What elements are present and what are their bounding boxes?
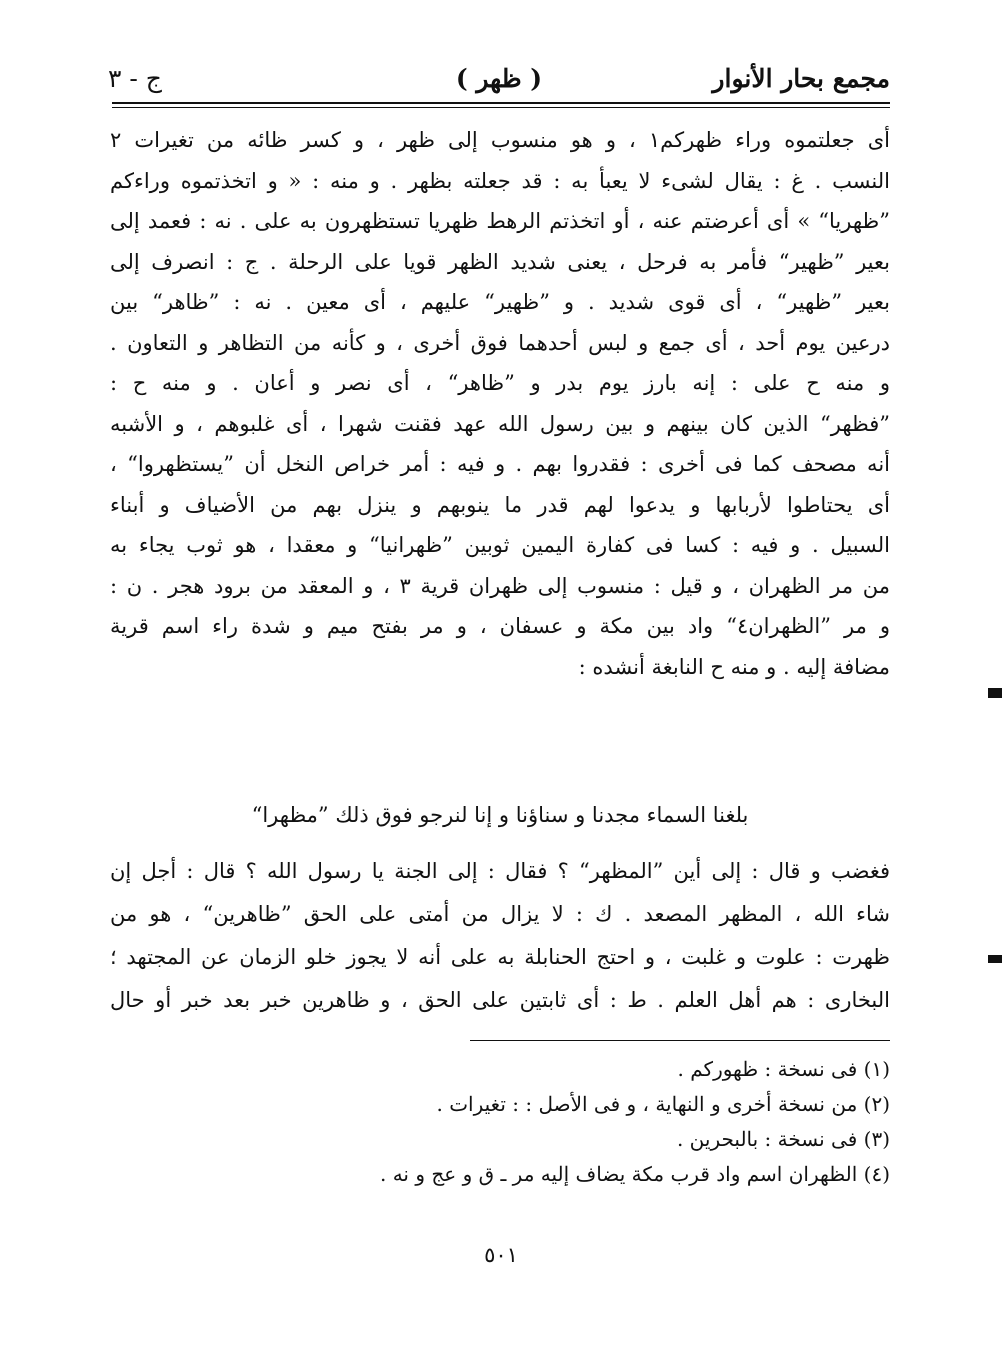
footnote: (٣) فى نسخة : بالبحرين . [676,1127,890,1151]
text-line: و منه ح على : إنه بارز يوم بدر و ”ظاهر“ ، أى نصر و أعان . و منه ح : [110,371,890,395]
text-line: ”فظهر“ الذين كان بينهم و بين رسول الله عهد فقنت شهرا ، أى غلبوهم ، و الأشبه [110,411,890,436]
text-line: شاء الله ، المظهر المصعد . ك : لا يزال من أمتى على الحق ”ظاهرين“ ، هو من [110,902,890,926]
text-line: ظهرت : علوت و غلبت ، و احتج الحنابلة به على أنه لا يجوز خلو الزمان عن المجتهد ؛ [110,945,890,969]
text-line: أى يحتاطوا لأربابها و يدعوا لهم قدر ما ينوبهم و ينزل بهم من الأضياف و أبناء [110,492,890,517]
text-line: السبيل . و فيه : كسا فى كفارة اليمين ثوبين ”ظهرانيا“ و معقدا ، هو ثوب يجاء به [110,533,890,557]
text-line: مضافة إليه . و منه ح النابغة أنشده : [578,654,890,679]
scan-edge-mark [988,955,1002,963]
text-line: و مر ”الظهران٤“ واد بين مكة و عسفان ، و مر بفتح ميم و شدة راء اسم قرية [110,614,890,638]
footnote-divider [470,1040,890,1041]
text-line: أى جعلتموه وراء ظهركم١ ، و هو منسوب إلى ظهر ، و كسر ظائه من تغيرات ٢ [110,128,890,152]
text-line: من مر الظهران ، و قيل : منسوب إلى ظهران قرية ٣ ، و المعقد من برود هجر . ن : [110,573,890,598]
text-line: درعين يوم أحد ، أى جمع و لبس أحدهما فوق أخرى ، و كأنه من التظاهر و التعاون . [110,330,890,355]
volume-number: ج - ٣ [108,64,162,93]
text-line: أنه مصحف كما فى أخرى : فقدروا بهم . و فيه : أمر خراص النخل أن ”يستظهروا“ ، [110,452,890,476]
page-number: ٥٠١ [484,1243,518,1267]
text-line: بعير ”ظهير“ ، أى قوى شديد . و ”ظهير“ عليهم ، أى معين . نه : ”ظاهر“ بين [110,290,890,314]
footnote: (٤) الظهران اسم واد قرب مكة يضاف إليه مر ـ ق و عج و نه . [379,1162,890,1186]
text-line: ”ظهريا“ » أى أعرضتم عنه ، أو اتخذتم الرهط ظهريا تستظهرون به على . نه : فعمد إلى [110,209,890,233]
poetry-verse: بلغنا السماء مجدنا و سناؤنا و إنا لنرجو فوق ذلك ”مظهرا“ [251,803,749,827]
text-line: بعير ”ظهير“ فأمر به فرحل ، يعنى شديد الظهر قويا على الرحلة . ج : انصرف إلى [110,249,890,274]
book-title: مجمع بحار الأنوار [712,64,890,93]
header-divider [112,102,890,108]
entry-heading: ( ظهر ) [455,64,543,93]
text-line: البخارى : هم أهل العلم . ط : أى ثابتين على الحق ، و ظاهرين خبر بعد خبر أو حال [110,988,890,1012]
page-header [108,54,890,104]
footnotes [300,1052,890,1192]
scan-edge-mark [988,688,1002,698]
footnote: (٢) من نسخة أخرى و النهاية ، و فى الأصل : : تغيرات . [436,1092,890,1116]
main-text-continued [110,850,890,1022]
footnote: (١) فى نسخة : ظهوركم . [677,1057,890,1081]
text-line: النسب . غ : يقال لشىء لا يعبأ به : قد جعلته بظهر . و منه : « و اتخذتموه وراءكم [110,168,890,193]
main-text [110,120,890,687]
text-line: فغضب و قال : إلى أين ”المظهر“ ؟ فقال : إلى الجنة يا رسول الله ؟ قال : أجل إن [110,859,890,883]
